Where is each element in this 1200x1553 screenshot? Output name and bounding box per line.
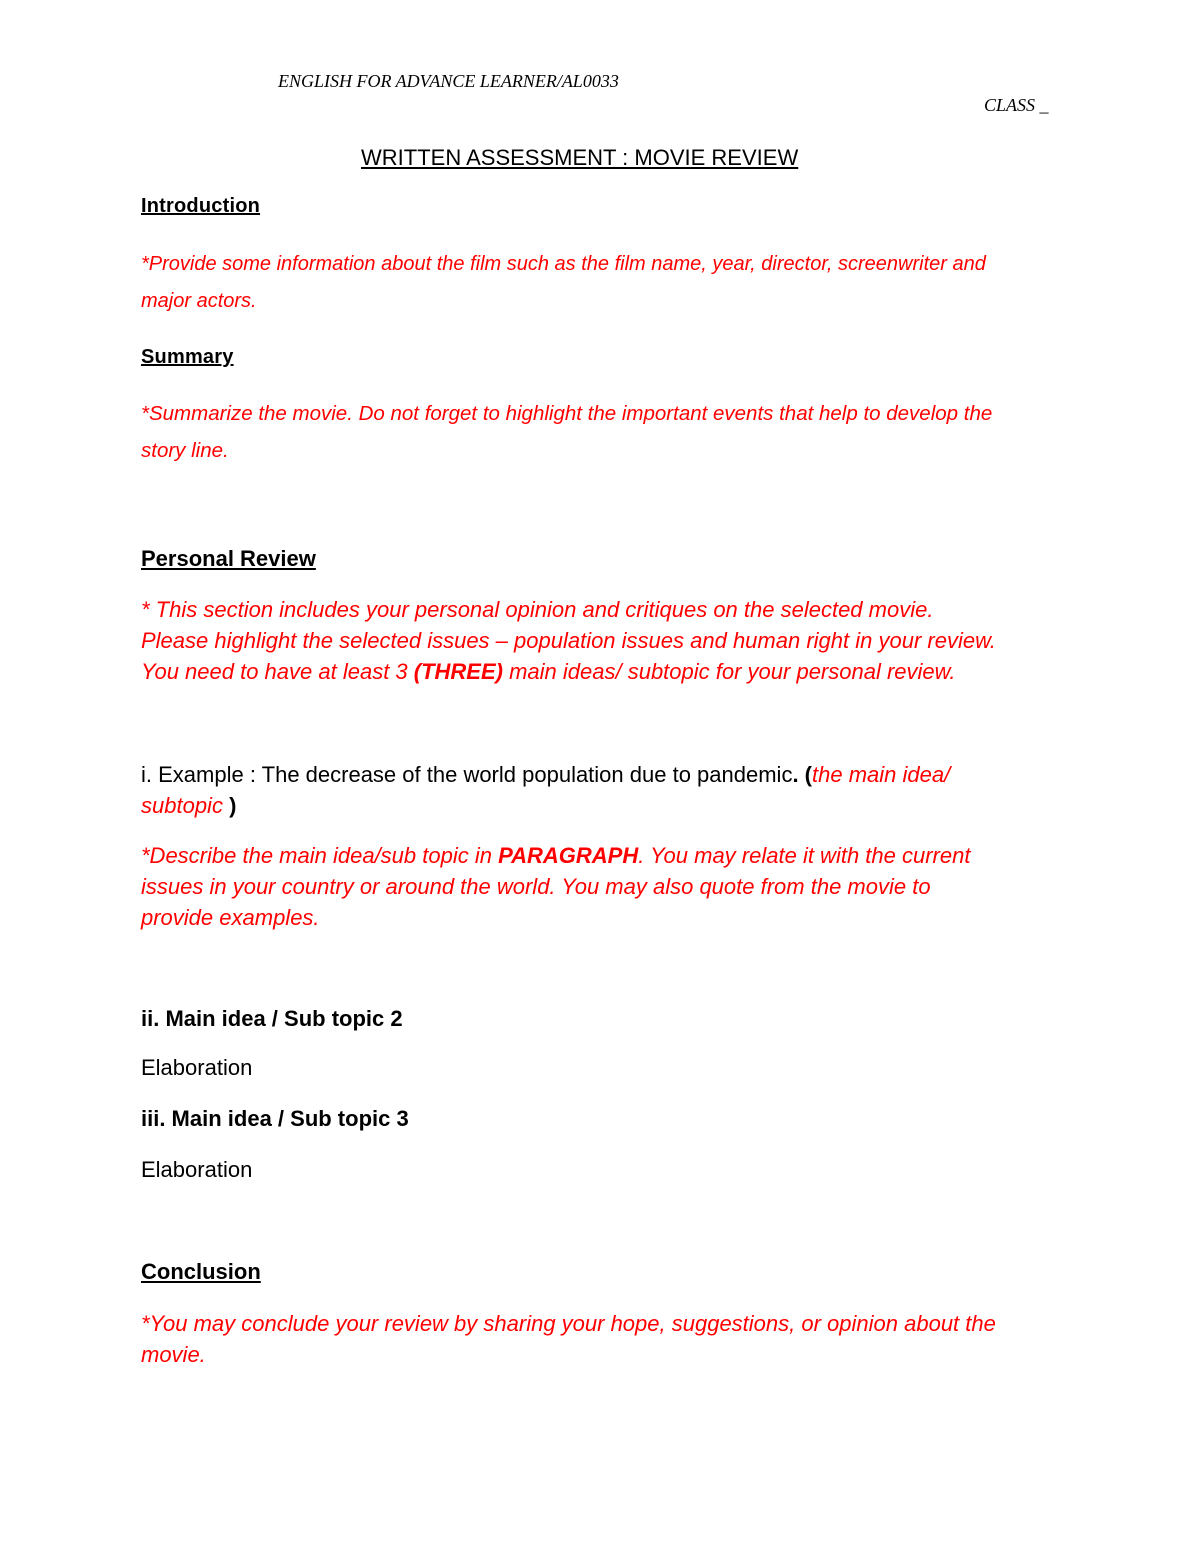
class-label: CLASS _ [984, 95, 1049, 115]
example-description-line-1 [141, 840, 970, 871]
subtopic-3-body: Elaboration [141, 1157, 253, 1182]
example-description [141, 840, 970, 933]
subtopic-2-heading: ii. Main idea / Sub topic 2 [141, 1006, 403, 1031]
example-line-2 [141, 790, 950, 821]
conclusion-line-1: *You may conclude your review by sharing your hope, suggestions, or opinion about the [141, 1311, 996, 1336]
course-header: ENGLISH FOR ADVANCE LEARNER/AL0033 [278, 71, 619, 91]
personal-review-line-3 [141, 656, 996, 687]
personal-review-heading: Personal Review [141, 546, 316, 571]
personal-review-line-3-post: main ideas/ subtopic for your personal review. [502, 659, 956, 684]
summary-instructions [141, 395, 992, 469]
example-text: i. Example : The decrease of the world population due to pandemic [141, 762, 793, 787]
subtopic-3-heading: iii. Main idea / Sub topic 3 [141, 1106, 409, 1131]
summary-heading: Summary [141, 346, 234, 368]
paragraph-emphasis: PARAGRAPH [498, 843, 639, 868]
conclusion-instructions [141, 1308, 996, 1370]
example-main-idea-note: the main idea/ [812, 762, 951, 787]
subtopic-2-body: Elaboration [141, 1055, 253, 1080]
example-subtopic-note: subtopic [141, 793, 230, 818]
introduction-line-2: major actors. [141, 290, 257, 312]
three-emphasis: (THREE) [413, 659, 503, 684]
example-description-line-3: provide examples. [141, 905, 320, 930]
introduction-line-1: *Provide some information about the film such as the film name, year, director, screenwriter and [141, 253, 986, 275]
page-title: WRITTEN ASSESSMENT : MOVIE REVIEW [361, 145, 799, 170]
personal-review-line-3-pre: You need to have at least 3 [141, 659, 414, 684]
example-block [141, 759, 950, 821]
example-close-paren: ) [229, 793, 237, 818]
example-line-1 [141, 759, 950, 790]
summary-line-1: *Summarize the movie. Do not forget to highlight the important events that help to develop the [141, 402, 993, 425]
example-description-line-2: issues in your country or around the world. You may also quote from the movie to [141, 874, 931, 899]
conclusion-line-2: movie. [141, 1342, 206, 1367]
summary-line-2: story line. [141, 439, 229, 462]
conclusion-heading: Conclusion [141, 1259, 261, 1284]
example-description-post: . You may relate it with the current [638, 843, 971, 868]
introduction-heading: Introduction [141, 195, 261, 217]
personal-review-line-1: * This section includes your personal opinion and critiques on the selected movie. [141, 597, 934, 622]
personal-review-instructions [141, 594, 996, 687]
example-punct: . ( [792, 762, 813, 787]
personal-review-line-2: Please highlight the selected issues – population issues and human right in your review. [141, 628, 996, 653]
introduction-instructions [141, 246, 986, 320]
example-description-pre: *Describe the main idea/sub topic in [141, 843, 499, 868]
